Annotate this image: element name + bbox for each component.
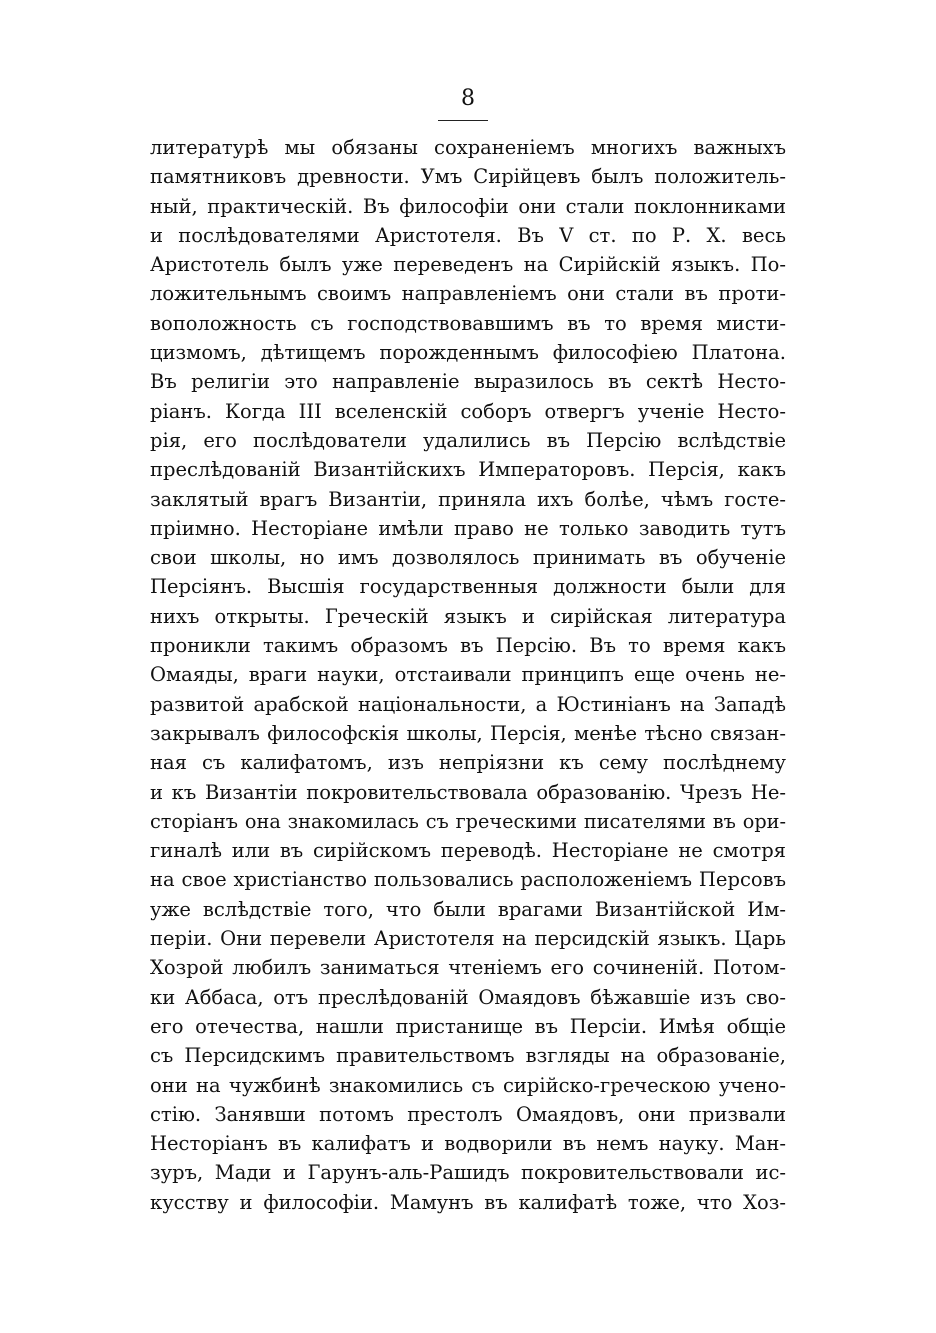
text-line: рія, его послѣдователи удалились въ Персію вслѣдствіе [150,428,786,452]
text-line: Хозрой любилъ заниматься чтеніемъ его сочиненій. Потом- [150,956,786,980]
text-line: зуръ, Мади и Гарунъ-аль-Рашидъ покровительствовали ис- [150,1161,786,1185]
text-line: ложительнымъ своимъ направленіемъ они стали въ проти- [150,282,786,306]
text-line: Персіянъ. Высшія государственныя должности были для [150,575,786,599]
text-line: и послѣдователями Аристотеля. Въ V ст. по Р. Х. весь [150,223,786,247]
text-line: его отечества, нашли пристанище въ Персіи. Имѣя общіе [150,1014,786,1038]
text-line: стію. Занявши потомъ престолъ Омаядовъ, они призвали [150,1102,786,1126]
text-line: развитой арабской національности, а Юстиніанъ на Западѣ [150,692,786,716]
text-line: гиналѣ или въ сирійскомъ переводѣ. Несторіане не смотря [150,839,786,863]
body-text [150,133,786,1217]
text-line: преслѣдованій Византійскихъ Императоровъ. Персія, какъ [150,458,786,482]
text-line: цизмомъ, дѣтищемъ порожденнымъ философіею Платона. [150,341,786,365]
text-line: они на чужбинѣ знакомились съ сирійско-греческою учено- [150,1073,786,1097]
text-line: Омаяды, враги науки, отстаивали принципъ еще очень не- [150,663,786,687]
text-line: памятниковъ древности. Умъ Сирійцевъ былъ положитель- [150,165,786,189]
text-line: періи. Они перевели Аристотеля на персидскій языкъ. Царь [150,927,786,951]
text-line: заклятый врагъ Византіи, приняла ихъ болѣе, чѣмъ госте- [150,487,786,511]
page-number-underline [438,120,488,121]
text-line: Аристотель былъ уже переведенъ на Сирійскій языкъ. По- [150,253,786,277]
text-line: ки Аббаса, отъ преслѣдованій Омаядовъ бѣжавшіе изъ сво- [150,985,786,1009]
text-line: литературѣ мы обязаны сохраненіемъ многихъ важныхъ [150,136,786,159]
text-line: съ Персидскимъ правительствомъ взгляды на образованіе, [150,1044,786,1068]
text-line: свои школы, но имъ дозволялось принимать въ обученіе [150,546,786,570]
text-line: Несторіанъ въ калифатъ и водворили въ немъ науку. Ман- [150,1132,786,1156]
text-line: и къ Византіи покровительствовала образованію. Чрезъ Не- [150,780,786,804]
page-number: 8 [461,86,475,111]
text-line: на свое христіанство пользовались расположеніемъ Персовъ [150,868,786,892]
text-line: воположность съ господствовавшимъ въ то время мисти- [150,311,786,335]
text-line: пріимно. Несторіане имѣли право не только заводить тутъ [150,516,786,540]
text-line: сторіанъ она знакомилась съ греческими писателями въ ори- [150,809,786,833]
text-line: ріанъ. Когда III вселенскій соборъ отвергъ ученіе Несто- [150,399,786,423]
text-line: ная съ калифатомъ, изъ непріязни къ сему послѣднему [150,751,786,775]
text-line: Въ религіи это направленіе выразилось въ сектѣ Несто- [150,370,786,394]
text-line: закрывалъ философскія школы, Персія, менѣе тѣсно связан- [150,721,786,745]
text-line: нихъ открыты. Греческій языкъ и сирійская литература [150,604,786,628]
text-line: ный, практическій. Въ философіи они стали поклонниками [150,194,786,218]
text-line: уже вслѣдствіе того, что были врагами Византійской Им- [150,897,786,921]
text-line: проникли такимъ образомъ въ Персію. Въ то время какъ [150,634,786,658]
text-line: кусству и философіи. Мамунъ въ калифатѣ тоже, что Хоз- [150,1190,786,1214]
